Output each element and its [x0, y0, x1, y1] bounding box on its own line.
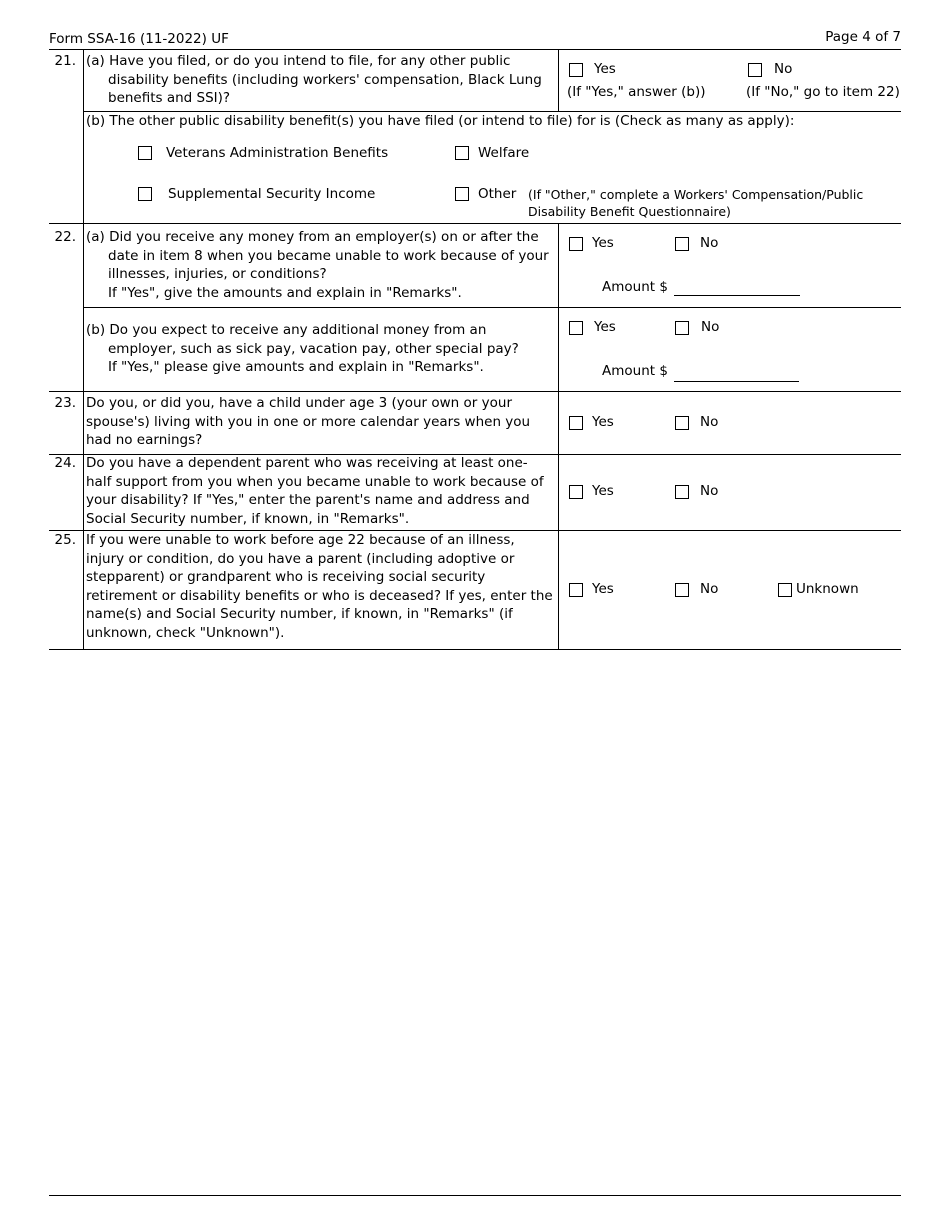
item-21b-welfare-label: Welfare	[478, 145, 530, 161]
item-23-yes-checkbox[interactable]	[569, 416, 583, 430]
item-22b-yes-label: Yes	[594, 319, 616, 335]
item-25-yes-label: Yes	[592, 581, 614, 597]
item-23-yes-label: Yes	[592, 414, 614, 430]
rule-top	[49, 49, 901, 50]
item-21-number: 21.	[54, 53, 76, 69]
form-id: Form SSA-16 (11-2022) UF	[49, 31, 229, 47]
item-24-yes-checkbox[interactable]	[569, 485, 583, 499]
item-21a-yes-note: (If "Yes," answer (b))	[567, 84, 706, 100]
item-25-question: If you were unable to work before age 22 because of an illness, injury or condition, do you have a parent (including adoptive or stepparent) or grandparent who is receiving social security retirement or disability benefits or who is deceased? If yes, enter the name(s) and Social Security number, if known, in "Remarks" (if unknown, check "Unknown").	[86, 532, 553, 641]
item-22b-no-checkbox[interactable]	[675, 321, 689, 335]
item-23-number: 23.	[54, 395, 76, 411]
item-25-number: 25.	[54, 532, 76, 548]
item-21b-veterans-label: Veterans Administration Benefits	[166, 145, 389, 161]
item-25-no-label: No	[700, 581, 719, 597]
page-number: Page 4 of 7	[825, 29, 901, 45]
item-22b-no-label: No	[701, 319, 720, 335]
item-22a-yes-checkbox[interactable]	[569, 237, 583, 251]
item-25-no-checkbox[interactable]	[675, 583, 689, 597]
rule-22	[49, 223, 901, 224]
item-22a-question: (a) Did you receive any money from an employer(s) on or after the date in item 8 when you became unable to work because of your illnesses, injuries, or conditions? If "Yes", give the amounts and explain in "Remarks".	[86, 229, 549, 301]
rule-footer	[49, 1195, 901, 1196]
rule-22b	[83, 307, 901, 308]
item-21b-veterans-checkbox[interactable]	[138, 146, 152, 160]
rule-answer-column	[558, 223, 559, 650]
item-24-no-label: No	[700, 483, 719, 499]
item-22a-no-checkbox[interactable]	[675, 237, 689, 251]
item-22a-amount-label: Amount $	[602, 279, 668, 295]
item-21b-other-note: (If "Other," complete a Workers' Compensation/Public Disability Benefit Questionnaire)	[528, 187, 864, 219]
item-24-yes-label: Yes	[592, 483, 614, 499]
item-22a-amount-field[interactable]	[674, 295, 800, 296]
item-21a-no-label: No	[774, 61, 793, 77]
item-22b-amount-field[interactable]	[674, 381, 799, 382]
item-22b-question: (b) Do you expect to receive any additional money from an employer, such as sick pay, vacation pay, other special pay? If "Yes," please give amounts and explain in "Remarks".	[86, 322, 519, 376]
item-21b-other-checkbox[interactable]	[455, 187, 469, 201]
item-21a-question: (a) Have you filed, or do you intend to file, for any other public disability benefits (including workers' compensation, Black Lung benefits and SSI)?	[86, 53, 542, 107]
item-22-number: 22.	[54, 229, 76, 245]
item-21b-welfare-checkbox[interactable]	[455, 146, 469, 160]
item-24-number: 24.	[54, 455, 76, 471]
item-21b-other-label: Other	[478, 186, 517, 202]
item-24-no-checkbox[interactable]	[675, 485, 689, 499]
rule-23	[49, 391, 901, 392]
item-23-question: Do you, or did you, have a child under age 3 (your own or your spouse's) living with you in one or more calendar years when you had no earnings?	[86, 395, 531, 449]
item-24-question: Do you have a dependent parent who was receiving at least one- half support from you when you became unable to work because of your disability? If "Yes," enter the parent's name and address and Social Security number, if known, in "Remarks".	[86, 455, 544, 527]
item-21b-ssi-label: Supplemental Security Income	[168, 186, 376, 202]
item-25-unknown-checkbox[interactable]	[778, 583, 792, 597]
item-21b-question: (b) The other public disability benefit(s) you have filed (or intend to file) for is (Check as many as apply):	[86, 113, 795, 129]
item-21a-yes-checkbox[interactable]	[569, 63, 583, 77]
item-21a-no-checkbox[interactable]	[748, 63, 762, 77]
item-22a-yes-label: Yes	[592, 235, 614, 251]
item-22b-amount-label: Amount $	[602, 363, 668, 379]
rule-answer-column-21	[558, 49, 559, 112]
item-25-unknown-label: Unknown	[796, 581, 859, 597]
rule-bottom	[49, 649, 901, 650]
item-21a-yes-label: Yes	[594, 61, 616, 77]
item-21a-no-note: (If "No," go to item 22)	[746, 84, 900, 100]
item-21b-ssi-checkbox[interactable]	[138, 187, 152, 201]
rule-number-column	[83, 49, 84, 650]
item-25-yes-checkbox[interactable]	[569, 583, 583, 597]
item-22b-yes-checkbox[interactable]	[569, 321, 583, 335]
item-23-no-label: No	[700, 414, 719, 430]
item-22a-no-label: No	[700, 235, 719, 251]
item-23-no-checkbox[interactable]	[675, 416, 689, 430]
